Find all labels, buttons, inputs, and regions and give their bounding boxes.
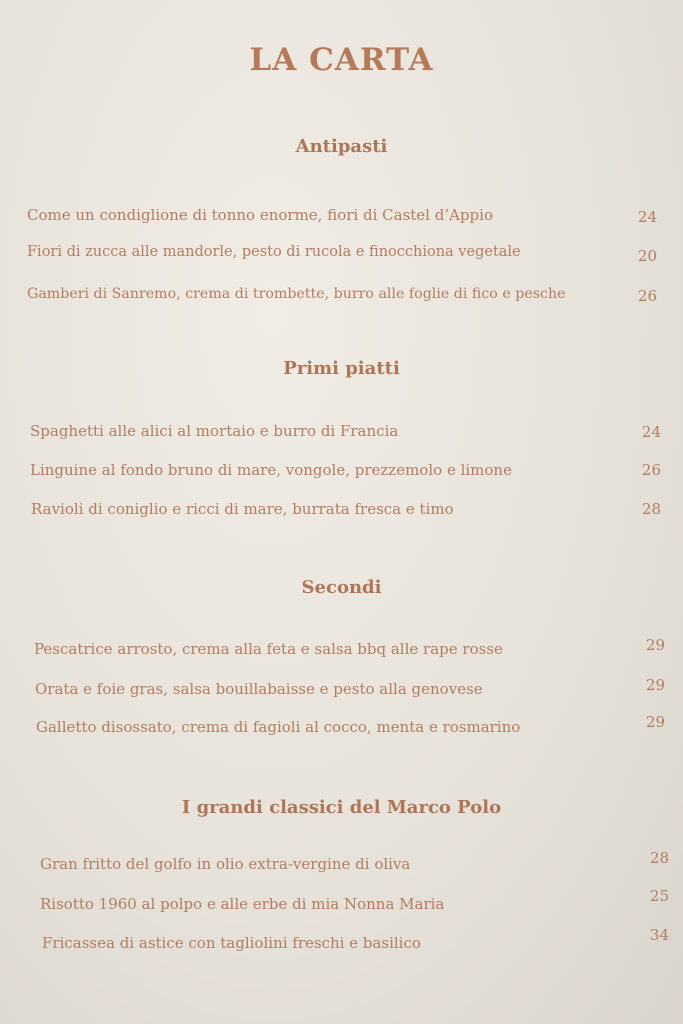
menu-item-name: Fiori di zucca alle mandorle, pesto di rucola e finocchiona vegetale	[27, 244, 521, 260]
menu-item-name: Fricassea di astice con tagliolini freschi e basilico	[42, 934, 421, 952]
section-title-grandi-classici: I grandi classici del Marco Polo	[181, 797, 502, 818]
menu-item-name: Linguine al fondo bruno di mare, vongole, prezzemolo e limone	[30, 461, 512, 479]
menu-item-price: 26	[637, 287, 657, 305]
section-title-primi-piatti: Primi piatti	[283, 358, 400, 379]
menu-item-name: Ravioli di coniglio e ricci di mare, burrata fresca e timo	[31, 500, 454, 518]
menu-item-price: 26	[641, 461, 661, 479]
menu-item-price: 29	[645, 676, 665, 694]
menu-item-name: Spaghetti alle alici al mortaio e burro di Francia	[30, 422, 399, 440]
menu-item-price: 20	[637, 247, 657, 265]
menu-item-name: Gamberi di Sanremo, crema di trombette, burro alle foglie di fico e pesche	[27, 286, 566, 302]
menu-item-name: Pescatrice arrosto, crema alla feta e salsa bbq alle rape rosse	[34, 640, 503, 658]
menu-item-name: Come un condiglione di tonno enorme, fiori di Castel d’Appio	[27, 206, 493, 224]
menu-item-price: 34	[649, 926, 669, 944]
menu-item-price: 24	[641, 423, 661, 441]
menu-item-name: Gran fritto del golfo in olio extra-vergine di oliva	[40, 855, 411, 873]
menu-item-price: 29	[645, 636, 665, 654]
section-title-secondi: Secondi	[301, 577, 382, 598]
menu-item-price: 28	[641, 500, 661, 518]
menu-item-price: 28	[649, 849, 669, 867]
menu-item-price: 24	[637, 208, 657, 226]
menu-item-name: Galletto disossato, crema di fagioli al cocco, menta e rosmarino	[36, 718, 521, 736]
menu-item-price: 25	[649, 887, 669, 905]
section-title-antipasti: Antipasti	[295, 136, 388, 157]
menu-item-name: Orata e foie gras, salsa bouillabaisse e pesto alla genovese	[35, 680, 483, 698]
menu-item-name: Risotto 1960 al polpo e alle erbe di mia Nonna Maria	[40, 895, 445, 913]
menu-title: LA CARTA	[249, 42, 434, 78]
menu-item-price: 29	[645, 713, 665, 731]
